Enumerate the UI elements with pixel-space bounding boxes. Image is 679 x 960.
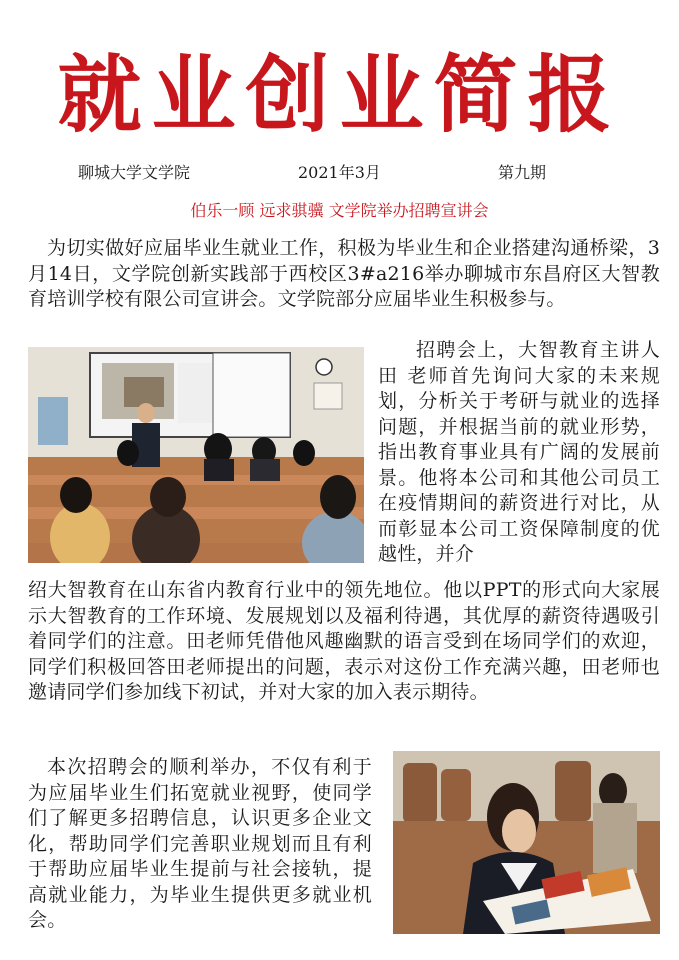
newsletter-title: 就业创业简报 — [57, 45, 622, 144]
organization-name: 聊城大学文学院 — [78, 163, 191, 182]
student-reading-brochure-photo — [393, 751, 660, 934]
issue-number: 第九期 — [498, 163, 547, 182]
article-headline: 伯乐一顾 远求骐骥 文学院举办招聘宣讲会 — [190, 201, 489, 220]
paragraph-talk-part2: 绍大智教育在山东省内教育行业中的领先地位。他以PPT的形式向大家展示大智教育的工作环境、发展规划以及福利待遇，其优厚的薪资待遇吸引着同学们的注意。田老师凭借他风趣幽默的语言受到在场同学们的欢迎，同学们积极回答田老师提出的问题，表示对这份工作充满兴趣，田老师也邀请同学们参加线下初试，并对大家的加入表示期待。 — [28, 579, 660, 703]
issue-date: 2021年3月 — [298, 163, 381, 182]
paragraph-conclusion: 本次招聘会的顺利举办，不仅有利于为应届毕业生们拓宽就业视野，使同学们了解更多招聘信息，认识更多企业文化，帮助同学们完善职业规划而且有利于帮助应届毕业生提前与社会接轨，提高就业能力，为毕业生提供更多就业机会。 — [28, 756, 372, 931]
paragraph-intro: 为切实做好应届毕业生就业工作，积极为毕业生和企业搭建沟通桥梁，3月14日，文学院创新实践部于西校区3#a216举办聊城市东昌府区大智教育培训学校有限公司宣讲会。文学院部分应届毕业生积极参与。 — [28, 237, 660, 310]
recruitment-talk-photo — [28, 347, 364, 563]
paragraph-talk-part1: 招聘会上，大智教育主讲人田 老师首先询问大家的未来规划，分析关于考研与就业的选择问题，并根据当前的就业形势，指出教育事业具有广阔的发展前景。他将本公司和其他公司员工在疫情期间的薪资进行对比，从而彰显本公司工资保障制度的优越性，并介 — [378, 339, 660, 565]
